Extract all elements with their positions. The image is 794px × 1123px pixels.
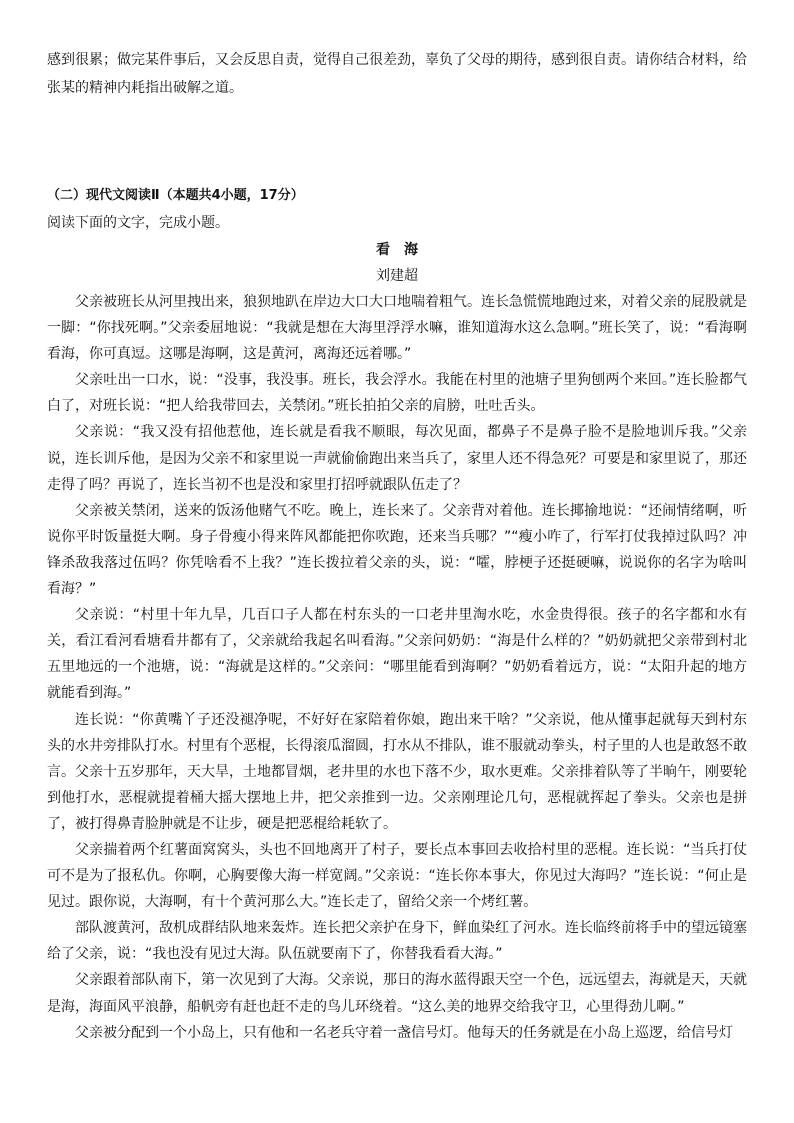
section-heading: （二）现代文阅读Ⅱ（本题共4小题，17分） xyxy=(47,188,304,203)
article-paragraph: 父亲吐出一口水，说：“没事，我没事。班长，我会浮水。我能在村里的池塘子里狗刨两个来回。”连长脸都气白了，对班长说：“把人给我带回去，关禁闭。”班长拍拍父亲的肩膀，吐吐舌头。 xyxy=(47,372,747,415)
article-paragraph: 父亲被班长从河里拽出来，狼狈地趴在岸边大口大口地喘着粗气。连长急慌慌地跑过来，对着父亲的屁股就是一脚：“你找死啊。”父亲委屈地说：“我就是想在大海里浮浮水嘛，谁知道海水这么急啊。”班长笑了，说：“看海啊看海，你可真逗。这哪是海啊，这是黄河，离海还远着哪。” xyxy=(47,294,747,363)
article-paragraph: 父亲被分配到一个小岛上，只有他和一名老兵守着一盏信号灯。他每天的任务就是在小岛上巡逻，给信号灯 xyxy=(75,1024,733,1041)
reading-section xyxy=(47,183,747,1046)
article-paragraph: 部队渡黄河，敌机成群结队地来轰炸。连长把父亲护在身下，鲜血染红了河水。连长临终前将手中的望远镜塞给了父亲，说：“我也没有见过大海。队伍就要南下了，你替我看看大海。” xyxy=(47,920,747,963)
article-paragraph: 父亲揣着两个红薯面窝窝头，头也不回地离开了村子，要长点本事回去收拾村里的恶棍。连长说：“当兵打仗可不是为了报私仇。你啊，心胸要像大海一样宽阔。”父亲说：“连长你本事大，你见过大海吗？”连长说：“何止是见过。跟你说，大海啊，有十个黄河那么大。”连长走了，留给父亲一个烤红薯。 xyxy=(47,841,747,911)
question-text: 感到很累；做完某件事后，又会反思自责，觉得自己很差劲，辜负了父母的期待，感到很自责。请你结合材料，给张某的精神内耗指出破解之道。 xyxy=(47,52,747,96)
question-continuation xyxy=(47,46,747,102)
article-author: 刘建超 xyxy=(376,268,418,284)
article-paragraph: 父亲说：“我又没有招他惹他，连长就是看我不顺眼，每次见面，都鼻子不是鼻子脸不是脸地训斥我。”父亲说，连长训斥他，是因为父亲不和家里说一声就偷偷跑出来当兵了，家里人还不得急死？可要是和家里说了，那还走得了吗？再说了，连长当初不也是没和家里打招呼就跟队伍走了？ xyxy=(47,424,747,493)
article-paragraph: 父亲被关禁闭，送来的饭汤他赌气不吃。晚上，连长来了。父亲背对着他。连长揶揄地说：“还闹情绪啊，听说你平时饭量挺大啊。身子骨瘦小得来阵风都能把你吹跑，还来当兵哪？”“瘦小咋了，行军打仗我掉过队吗？冲锋杀敌我落过伍吗？你凭啥看不上我？”连长拨拉着父亲的头，说：“嚯，脖梗子还挺硬嘛，说说你的名字为啥叫看海？” xyxy=(47,502,747,598)
section-instruction: 阅读下面的文字，完成小题。 xyxy=(47,215,229,231)
article-paragraph: 连长说：“你黄嘴丫子还没褪净呢，不好好在家陪着你娘，跑出来干啥？”父亲说，他从懂事起就每天到村东头的水井旁排队打水。村里有个恶棍，长得滚瓜溜圆，打水从不排队，谁不服就动拳头，村子里的人也是敢怒不敢言。父亲十五岁那年，天大旱，土地都冒烟，老井里的水也下落不少，取水更难。父亲排着队等了半晌午，刚要轮到他打水，恶棍就提着桶大摇大摆地上井，把父亲推到一边。父亲刚理论几句，恶棍就挥起了拳头。父亲也是拼了，被打得鼻青脸肿就是不让步，硬是把恶棍给耗软了。 xyxy=(47,711,747,832)
article-paragraph: 父亲说：“村里十年九旱，几百口子人都在村东头的一口老井里淘水吃，水金贵得很。孩子的名字都和水有关，看江看河看塘看井都有了，父亲就给我起名叫看海。”父亲问奶奶：“海是什么样的？”奶奶就把父亲带到村北五里地远的一个池塘，说：“海就是这样的。”父亲问：“哪里能看到海啊？”奶奶看着远方，说：“太阳升起的地方就能看到海。” xyxy=(47,607,747,702)
article-paragraph: 父亲跟着部队南下，第一次见到了大海。父亲说，那日的海水蓝得跟天空一个色，远远望去，海就是天，天就是海，海面风平浪静，船帆旁有赶也赶不走的鸟儿环绕着。“这么美的地界交给我守卫，心里得劲儿啊。” xyxy=(47,972,747,1015)
article-title: 看海 xyxy=(376,242,432,258)
